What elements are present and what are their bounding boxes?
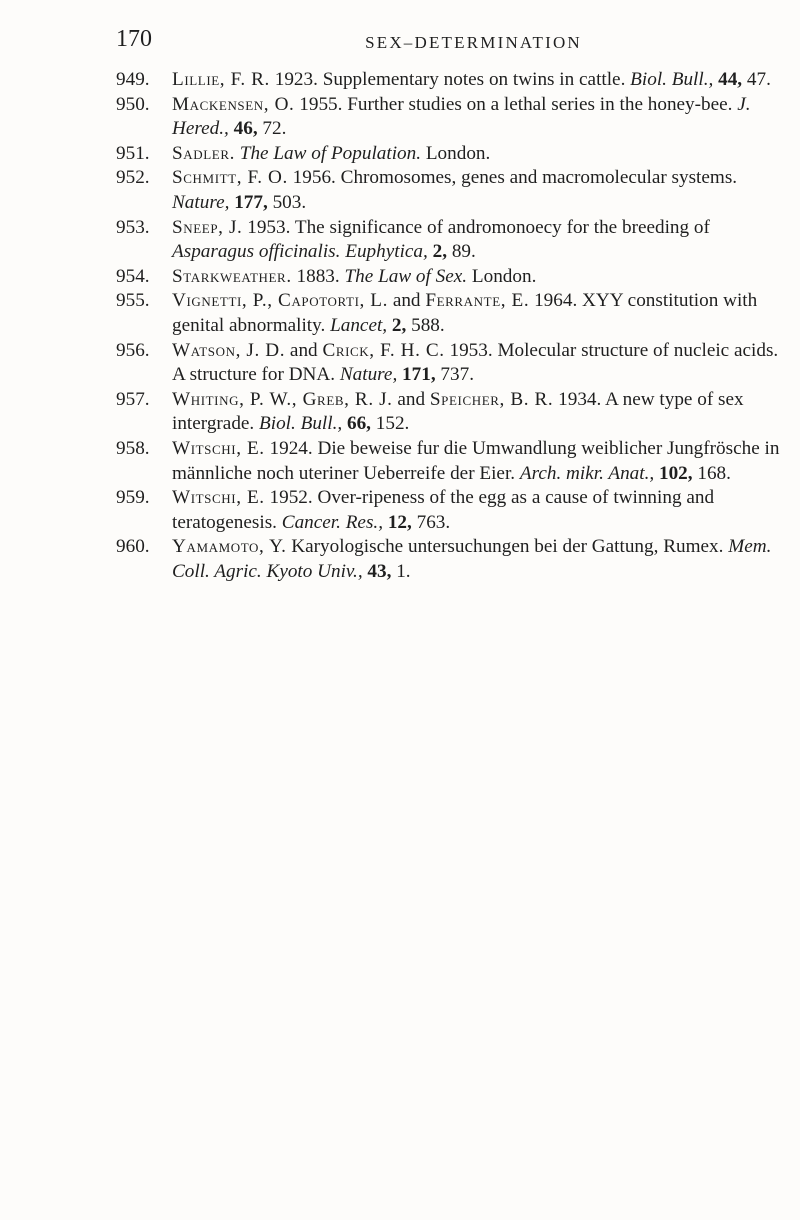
reference-number: 949. xyxy=(116,69,150,90)
reference-text: 1923. Supplementary notes on twins in cattle. xyxy=(269,69,631,90)
reference-source: Biol. Bull., xyxy=(259,413,343,435)
reference-author: Sneep, J. xyxy=(172,216,243,238)
reference-text: 89. xyxy=(447,241,476,263)
reference-number: 952. xyxy=(116,167,150,189)
reference-entry xyxy=(116,93,788,142)
reference-volume: 46, xyxy=(233,118,258,140)
reference-volume: 102, xyxy=(658,462,693,484)
reference-text: 1952. Over-ripeness of the egg as a cause of twinning and teratogenesis. xyxy=(172,487,715,533)
reference-text: 1953. Molecular structure of nucleic acids. A structure for DNA. xyxy=(172,339,779,386)
reference-author: Mackensen, O. xyxy=(172,93,295,115)
reference-number: 957. xyxy=(116,388,150,410)
reference-volume: 177, xyxy=(234,191,268,213)
reference-source: Lancet, xyxy=(330,314,388,336)
reference-text: 1956. Chromosomes, genes and macromolecular systems. xyxy=(287,167,738,189)
reference-author: Witschi, E. xyxy=(172,437,265,459)
reference-entry xyxy=(116,216,788,265)
page-number: 170 xyxy=(116,26,152,52)
reference-text: London. xyxy=(467,265,537,287)
reference-source: Nature, xyxy=(339,364,398,386)
reference-text: 1953. The significance of andromonoecy for the breeding of xyxy=(242,216,710,238)
reference-author: Whiting, P. W., Greb, R. J. xyxy=(172,388,393,410)
reference-source: Biol. Bull., xyxy=(630,69,714,90)
reference-text: Karyologische untersuchungen bei der Gattung, Rumex. xyxy=(286,536,729,558)
reference-source: Asparagus officinalis. Euphytica, xyxy=(172,241,428,263)
reference-text: 503. xyxy=(267,191,307,213)
reference-text: 168. xyxy=(692,462,731,484)
reference-entry xyxy=(116,289,788,338)
reference-text: 1883. xyxy=(291,265,345,287)
reference-author: Witschi, E. xyxy=(172,487,265,509)
reference-author: Vignetti, P., Capotorti, L. xyxy=(172,290,389,312)
reference-entry xyxy=(116,339,788,388)
reference-entry xyxy=(116,437,788,486)
reference-entry xyxy=(116,535,788,584)
reference-text: London. xyxy=(421,142,491,164)
reference-author: Watson, J. D. xyxy=(172,339,286,361)
reference-author: Speicher, B. R. xyxy=(429,388,554,410)
reference-volume: 43, xyxy=(367,560,392,582)
reference-number: 956. xyxy=(116,339,150,361)
reference-text: 763. xyxy=(411,511,451,533)
reference-text: 1964. XYY constitution with genital abnormality. xyxy=(172,290,758,336)
reference-source: The Law of Sex. xyxy=(344,265,468,287)
reference-text: and xyxy=(392,388,430,410)
reference-author: Lillie, F. R. xyxy=(172,69,270,90)
reference-entry xyxy=(116,142,788,167)
reference-text: 737. xyxy=(435,364,474,386)
reference-volume: 44, xyxy=(718,69,743,90)
reference-text: 1955. Further studies on a lethal series in the honey-bee. xyxy=(294,93,738,115)
reference-text: 1934. A new type of sex intergrade. xyxy=(172,388,744,435)
reference-number: 950. xyxy=(116,93,150,115)
reference-author: Crick, F. H. C. xyxy=(322,339,445,361)
reference-entry xyxy=(116,166,788,215)
reference-source: Nature, xyxy=(172,191,230,213)
reference-volume: 2, xyxy=(432,241,448,263)
reference-author: Starkweather. xyxy=(172,265,292,287)
reference-author: Ferrante, E. xyxy=(425,290,530,312)
running-head xyxy=(116,26,736,60)
reference-entry xyxy=(116,388,788,437)
reference-author: Sadler. xyxy=(172,142,235,164)
reference-number: 951. xyxy=(116,142,150,164)
reference-volume: 2, xyxy=(391,314,407,336)
reference-entry xyxy=(116,486,788,535)
reference-source: Mem. Coll. Agric. Kyoto Univ., xyxy=(172,536,772,582)
reference-volume: 66, xyxy=(346,413,371,435)
reference-source: Cancer. Res., xyxy=(281,511,384,533)
reference-text: 47. xyxy=(742,69,771,90)
reference-author: Schmitt, F. O. xyxy=(172,167,288,189)
reference-number: 960. xyxy=(116,536,150,558)
reference-number: 955. xyxy=(116,290,150,312)
reference-list xyxy=(116,68,788,584)
reference-text: and xyxy=(285,339,323,361)
reference-number: 958. xyxy=(116,437,150,459)
reference-text: and xyxy=(388,290,426,312)
reference-source: J. Hered., xyxy=(172,93,751,140)
reference-text: 72. xyxy=(257,118,287,140)
reference-text: 588. xyxy=(406,314,445,336)
reference-number: 954. xyxy=(116,265,150,287)
reference-source: The Law of Population. xyxy=(239,142,422,164)
reference-number: 959. xyxy=(116,487,150,509)
reference-number: 953. xyxy=(116,216,150,238)
reference-source: Arch. mikr. Anat., xyxy=(519,462,655,484)
reference-text: 1924. Die beweise fur die Umwandlung weiblicher Jungfrösche in männliche noch uteriner Ueberreife der Eier. xyxy=(172,437,780,484)
reference-volume: 12, xyxy=(387,511,412,533)
reference-volume: 171, xyxy=(402,364,436,386)
reference-text: 152. xyxy=(370,413,410,435)
reference-author: Yamamoto, Y. xyxy=(172,536,287,558)
reference-entry xyxy=(116,265,788,290)
reference-text: 1. xyxy=(391,560,411,582)
reference-entry xyxy=(116,68,788,93)
running-title: SEX–DETERMINATION xyxy=(365,33,582,52)
